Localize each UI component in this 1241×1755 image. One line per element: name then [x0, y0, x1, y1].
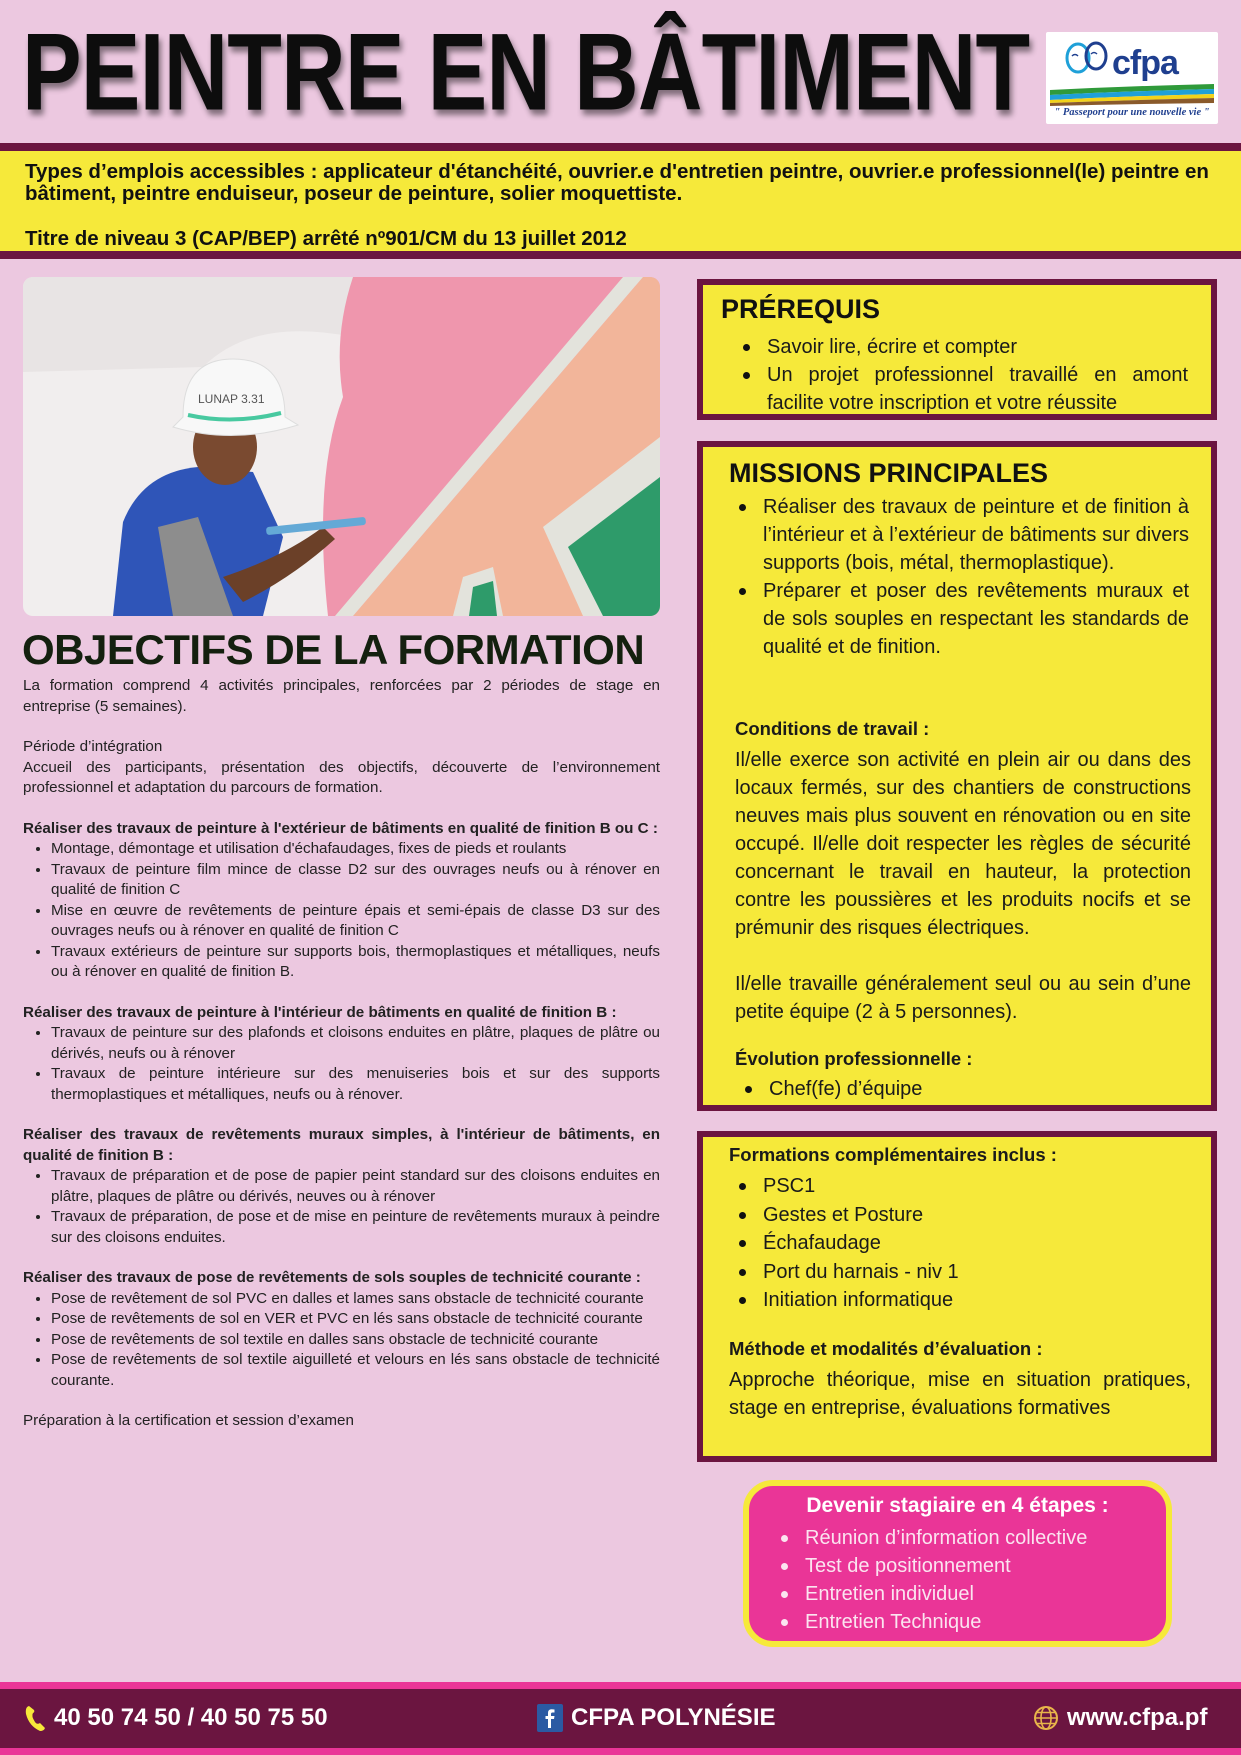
- objective-section: [23, 1268, 660, 1391]
- list-item: • Travaux de peinture sur des plafonds et cloisons enduites en plâtre, plaques de plâtre ou dérivés, neufs ou à rénover: [51, 1023, 660, 1064]
- objectives-body: [23, 676, 660, 1432]
- list-item: Réaliser des travaux de peinture et de finition à l’intérieur et à l’extérieur de bâtiments sur divers supports (bois, métal, thermoplastique).: [729, 493, 1189, 577]
- list-item: Gestes et Posture: [729, 1201, 1169, 1230]
- missions-title: MISSIONS PRINCIPALES: [729, 458, 1049, 488]
- list-item: PSC1: [729, 1172, 1169, 1201]
- objective-section: [23, 819, 660, 983]
- prerequisites-box: [697, 279, 1217, 420]
- logo-wordmark: cfpa: [1112, 44, 1178, 82]
- work-conditions-text-2: Il/elle travaille généralement seul ou au sein d’une petite équipe (2 à 5 personnes).: [735, 973, 1191, 1023]
- helmet-text: LUNAP 3.31: [198, 392, 265, 406]
- objectives-closing: Préparation à la certification et session d’examen: [23, 1412, 354, 1429]
- list-item: Réunion d’information collective: [777, 1524, 1087, 1552]
- list-item: • Travaux de préparation et de pose de papier peint standard sur des cloisons enduites en plâtre, plaques de plâtre ou dérivés, neuves ou à rénover: [51, 1166, 660, 1207]
- missions-box: [697, 441, 1217, 1111]
- list-item: Savoir lire, écrire et compter: [733, 333, 1188, 361]
- phone-icon: [24, 1704, 46, 1732]
- objective-section-heading: Réaliser des travaux de peinture à l'extérieur de bâtiments en qualité de finition B ou C :: [23, 819, 658, 837]
- list-item: • Montage, démontage et utilisation d'échafaudages, fixes de pieds et roulants: [51, 839, 660, 860]
- phone-number: 40 50 74 50 / 40 50 75 50: [54, 1704, 328, 1731]
- evaluation-title: Méthode et modalités d’évaluation :: [729, 1338, 1043, 1359]
- list-item: • Pose de revêtements de sol en VER et PVC en lés sans obstacle de technicité courante: [51, 1309, 660, 1330]
- faces-logo-graphic: [1058, 38, 1118, 82]
- facebook-page-name: CFPA POLYNÉSIE: [571, 1704, 776, 1731]
- job-types-banner: [0, 143, 1241, 259]
- list-item: Entretien individuel: [777, 1580, 1087, 1608]
- page-title: PEINTRE EN BÂTIMENT: [22, 11, 1030, 134]
- footer-divider: [0, 1682, 1241, 1689]
- objective-section-heading: Réaliser des travaux de pose de revêtements de sols souples de technicité courante :: [23, 1269, 641, 1286]
- complementary-training-title: Formations complémentaires inclus :: [729, 1144, 1057, 1165]
- objectives-title: OBJECTIFS DE LA FORMATION: [22, 626, 645, 673]
- logo-tagline: " Passeport pour une nouvelle vie ": [1054, 107, 1210, 118]
- enrollment-steps-title: Devenir stagiaire en 4 étapes :: [806, 1494, 1109, 1517]
- prerequisites-title: PRÉREQUIS: [721, 294, 881, 324]
- painter-photo: [23, 277, 660, 616]
- integration-title: Période d’intégration: [23, 738, 163, 755]
- footer-contact-bar: [0, 1682, 1241, 1755]
- objective-section-heading: Réaliser des travaux de peinture à l'intérieur de bâtiments en qualité de finition B :: [23, 1003, 617, 1021]
- list-item: Port du harnais - niv 1: [729, 1258, 1169, 1287]
- objective-section: [23, 1125, 660, 1248]
- objective-section: [23, 1003, 660, 1106]
- cfpa-logo[interactable]: [1046, 32, 1218, 124]
- list-item: • Mise en œuvre de revêtements de peinture épais et semi-épais de classe D3 sur des ouvrages neufs ou à rénover en qualité de finition C: [51, 901, 660, 942]
- list-item: Chef(fe) d’équipe: [735, 1075, 1135, 1103]
- list-item: • Pose de revêtements de sol textile aiguilleté et velours en lés sans obstacle de technicité courante.: [51, 1350, 660, 1391]
- integration-text: Accueil des participants, présentation des objectifs, découverte de l’environnement professionnel et adaptation du parcours de formation.: [23, 758, 660, 796]
- facebook-link[interactable]: [537, 1704, 776, 1732]
- job-types-text: Types d’emplois accessibles : applicateur d'étanchéité, ouvrier.e d'entretien peintre, ouvrier.e professionnel(le) peintre en bâtiment, peintre enduiseur, poseur de peinture, solier moquettiste.: [25, 160, 1209, 205]
- phone-link[interactable]: [24, 1704, 328, 1732]
- list-item: • Travaux de peinture film mince de classe D2 sur des ouvrages neufs ou à rénover en qualité de finition C: [51, 860, 660, 901]
- list-item: Un projet professionnel travaillé en amont facilite votre inscription et votre réussite: [733, 361, 1188, 417]
- work-conditions-title: Conditions de travail :: [735, 718, 930, 739]
- list-item: Entretien Technique: [777, 1608, 1087, 1636]
- list-item: Test de positionnement: [777, 1552, 1087, 1580]
- list-item: • Pose de revêtement de sol PVC en dalles et lames sans obstacle de technicité courante: [51, 1289, 660, 1310]
- website-link[interactable]: [1033, 1704, 1207, 1732]
- career-evolution-title: Évolution professionnelle :: [735, 1048, 973, 1069]
- footer-divider: [0, 1748, 1241, 1755]
- website-url: www.cfpa.pf: [1067, 1704, 1208, 1731]
- work-conditions-text: Il/elle exerce son activité en plein air ou dans des locaux fermés, sur des chantiers de constructions neuves mais plus souvent en rénovation ou en site occupé. Il/elle doit respecter les règles de sécurité concernant le travail en hauteur, la protection contre les poussières et les produits nocifs et se prémunir des risques électriques.: [735, 749, 1191, 939]
- complementary-training-box: [697, 1131, 1217, 1462]
- objective-section-heading: Réaliser des travaux de revêtements muraux simples, à l'intérieur de bâtiments, en qualité de finition B :: [23, 1126, 660, 1164]
- painter-illustration: [23, 277, 660, 616]
- list-item: Initiation informatique: [729, 1286, 1169, 1315]
- list-item: • Travaux de préparation, de pose et de mise en peinture de revêtements muraux à peindre sur des cloisons enduites.: [51, 1207, 660, 1248]
- list-item: • Travaux extérieurs de peinture sur supports bois, thermoplastiques et métalliques, neufs ou à rénover en qualité de finition B.: [51, 942, 660, 983]
- evaluation-text: Approche théorique, mise en situation pratiques, stage en entreprise, évaluations formatives: [729, 1369, 1191, 1419]
- logo-stripes: [1050, 84, 1214, 106]
- facebook-icon: [537, 1704, 563, 1732]
- list-item: • Travaux de peinture intérieure sur des menuiseries bois et sur des supports thermoplastiques et métalliques, neufs ou à rénover.: [51, 1064, 660, 1105]
- list-item: • Pose de revêtements de sol textile en dalles sans obstacle de technicité courante: [51, 1330, 660, 1351]
- objectives-intro: La formation comprend 4 activités principales, renforcées par 2 périodes de stage en entreprise (5 semaines).: [23, 677, 660, 715]
- list-item: Préparer et poser des revêtements muraux et de sols souples en respectant les standards de qualité et de finition.: [729, 577, 1189, 661]
- diploma-level-text: Titre de niveau 3 (CAP/BEP) arrêté nº901/CM du 13 juillet 2012: [25, 227, 627, 250]
- list-item: Échafaudage: [729, 1229, 1169, 1258]
- globe-icon: [1033, 1705, 1059, 1731]
- enrollment-steps-box: [743, 1480, 1172, 1647]
